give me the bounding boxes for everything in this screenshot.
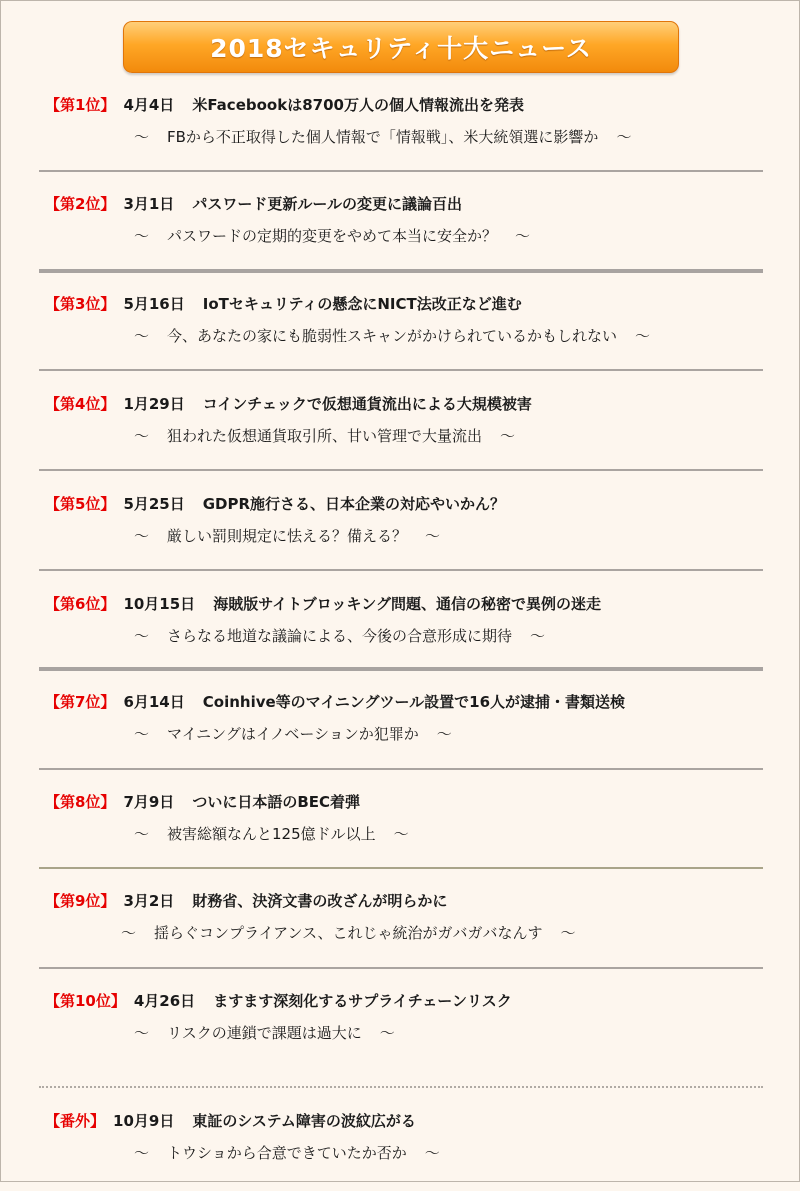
divider [39, 170, 763, 172]
item-subtitle [134, 426, 515, 446]
tilde-mark: ～ [134, 427, 150, 445]
subtitle-text: 被害総額なんと125億ドル以上 [167, 825, 376, 843]
rank-label: 【第6位】 [45, 595, 116, 613]
item-title: 米Facebookは8700万人の個人情報流出を発表 [192, 96, 524, 114]
item-title: パスワード更新ルールの変更に議論百出 [192, 195, 463, 213]
item-title: IoTセキュリティの懸念にNICT法改正など進む [202, 295, 522, 313]
list-item [39, 494, 763, 574]
list-item [39, 792, 763, 872]
tilde-mark: ～ [560, 924, 576, 942]
list-item [39, 194, 763, 274]
item-subtitle [134, 824, 409, 844]
tilde-mark: ～ [121, 924, 137, 942]
item-subtitle [134, 724, 452, 744]
tilde-mark: ～ [515, 227, 531, 245]
tilde-mark: ～ [134, 1144, 150, 1162]
rank-label: 【番外】 [45, 1112, 106, 1130]
item-subtitle [134, 526, 440, 546]
item-title: 東証のシステム障害の波紋広がる [192, 1112, 416, 1130]
item-date: 5月16日 [123, 295, 185, 313]
tilde-mark: ～ [635, 327, 651, 345]
item-headline [45, 1111, 416, 1131]
tilde-mark: ～ [425, 527, 441, 545]
list-item [39, 692, 763, 772]
tilde-mark: ～ [500, 427, 516, 445]
divider [39, 967, 763, 969]
item-title: ついに日本語のBEC着弾 [192, 793, 361, 811]
tilde-mark: ～ [379, 1024, 395, 1042]
tilde-mark: ～ [134, 227, 150, 245]
rank-label: 【第8位】 [45, 793, 116, 811]
item-subtitle [134, 226, 530, 246]
list-item [39, 294, 763, 374]
item-subtitle [134, 326, 650, 346]
item-title: GDPR施行さる、日本企業の対応やいかん？ [202, 495, 506, 513]
item-date: 10月9日 [113, 1112, 175, 1130]
divider [39, 768, 763, 770]
item-headline [45, 394, 532, 414]
item-title: ますます深刻化するサプライチェーンリスク [213, 992, 512, 1010]
rank-label: 【第1位】 [45, 96, 116, 114]
subtitle-text: マイニングはイノベーションか犯罪か [167, 725, 419, 743]
item-date: 1月29日 [123, 395, 185, 413]
tilde-mark: ～ [134, 725, 150, 743]
tilde-mark: ～ [134, 527, 150, 545]
item-headline [45, 294, 522, 314]
tilde-mark: ～ [134, 327, 150, 345]
subtitle-text: 厳しい罰則規定に怯える？備える？ [167, 527, 408, 545]
tilde-mark: ～ [436, 725, 452, 743]
divider [39, 569, 763, 571]
rank-label: 【第5位】 [45, 495, 116, 513]
divider [39, 469, 763, 471]
tilde-mark: ～ [134, 825, 150, 843]
divider [39, 269, 763, 273]
item-title: Coinhive等のマイニングツール設置で16人が逮捕・書類送検 [202, 693, 626, 711]
item-headline [45, 494, 505, 514]
tilde-mark: ～ [424, 1144, 440, 1162]
tilde-mark: ～ [134, 1024, 150, 1042]
item-headline [45, 194, 462, 214]
item-headline [45, 594, 601, 614]
subtitle-text: リスクの連鎖で課題は過大に [167, 1024, 362, 1042]
item-date: 4月4日 [123, 96, 175, 114]
rank-label: 【第2位】 [45, 195, 116, 213]
divider [39, 667, 763, 671]
subtitle-text: さらなる地道な議論による、今後の合意形成に期待 [167, 627, 513, 645]
tilde-mark: ～ [134, 627, 150, 645]
item-date: 3月1日 [123, 195, 175, 213]
list-item [39, 891, 763, 971]
item-headline [45, 891, 447, 911]
rank-label: 【第10位】 [45, 992, 126, 1010]
subtitle-text: パスワードの定期的変更をやめて本当に安全か？ [167, 227, 498, 245]
tilde-mark: ～ [530, 627, 546, 645]
item-date: 10月15日 [123, 595, 196, 613]
page-title: 2018セキュリティ十大ニュース [123, 21, 679, 73]
item-subtitle [134, 626, 545, 646]
tilde-mark: ～ [134, 128, 150, 146]
rank-label: 【第4位】 [45, 395, 116, 413]
item-subtitle [134, 1023, 395, 1043]
item-headline [45, 792, 360, 812]
subtitle-text: 揺らぐコンプライアンス、これじゃ統治がガバガバなんす [154, 924, 543, 942]
rank-label: 【第7位】 [45, 693, 116, 711]
list-item [39, 594, 763, 674]
tilde-mark: ～ [616, 128, 632, 146]
item-subtitle [121, 923, 576, 943]
list-item [39, 95, 763, 175]
item-headline [45, 692, 625, 712]
list-item-extra [39, 1111, 763, 1191]
item-subtitle [134, 1143, 440, 1163]
rank-label: 【第9位】 [45, 892, 116, 910]
item-date: 5月25日 [123, 495, 185, 513]
list-item [39, 394, 763, 474]
item-date: 6月14日 [123, 693, 185, 711]
subtitle-text: 狙われた仮想通貨取引所、甘い管理で大量流出 [167, 427, 483, 445]
item-title: 財務省、決済文書の改ざんが明らかに [192, 892, 448, 910]
divider [39, 867, 763, 869]
item-title: 海賊版サイトブロッキング問題、通信の秘密で異例の迷走 [213, 595, 601, 613]
item-headline [45, 991, 512, 1011]
item-subtitle [134, 127, 631, 147]
item-date: 7月9日 [123, 793, 175, 811]
tilde-mark: ～ [393, 825, 409, 843]
dotted-divider [39, 1086, 763, 1088]
item-date: 3月2日 [123, 892, 175, 910]
subtitle-text: トウショから合意できていたか否か [167, 1144, 407, 1162]
item-date: 4月26日 [133, 992, 196, 1010]
item-headline [45, 95, 524, 115]
list-item [39, 991, 763, 1071]
rank-label: 【第3位】 [45, 295, 116, 313]
item-title: コインチェックで仮想通貨流出による大規模被害 [202, 395, 532, 413]
subtitle-text: FBから不正取得した個人情報で「情報戦」、米大統領選に影響か [167, 128, 599, 146]
divider [39, 369, 763, 371]
subtitle-text: 今、あなたの家にも脆弱性スキャンがかけられているかもしれない [167, 327, 618, 345]
